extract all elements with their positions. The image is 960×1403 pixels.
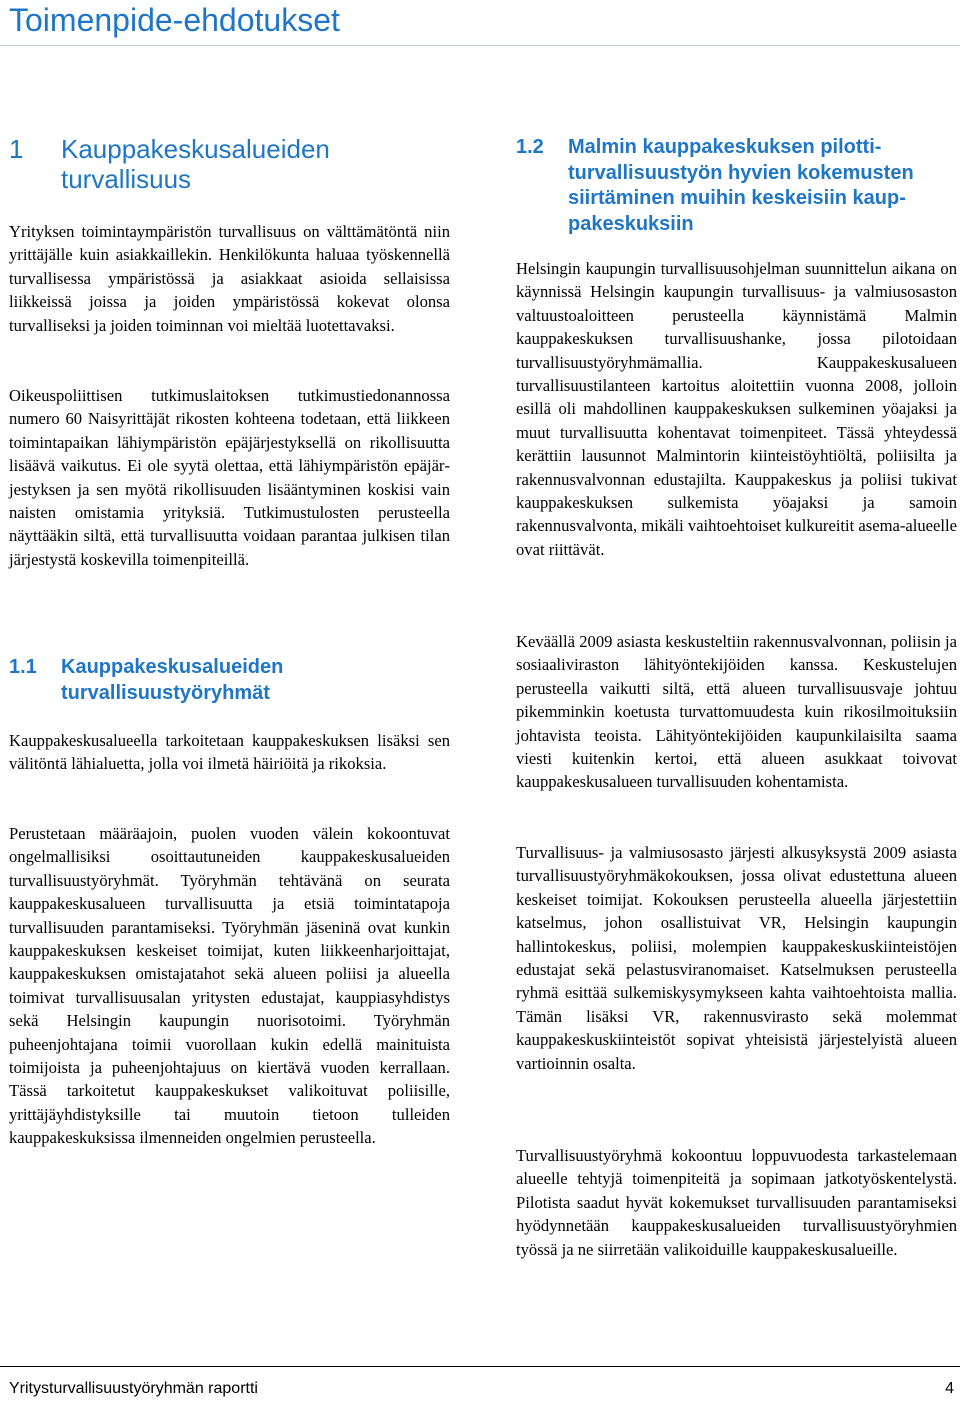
section-1-2-paragraph-1: Helsingin kaupungin turvallisuusohjelman suunnittelun aikana on käynnissä Helsingin kaupungin turvallisuus- ja valmiusosaston valtuustoaloitteen perusteella käynnistämä Malmin kauppakeskuksen turvallisuushanke, jossa pilotoidaan turvallisuustyöryhmämallia. Kauppakeskusalueen turvallisuustilanteen kartoitus aloitettiin vuonna 2008, jolloin esillä oli mahdollinen kauppakeskuksen sulkeminen yöajaksi ja muut turvallisuutta kohentavat toimenpiteet. Tässä yhteydessä kerättiin lausunnot Malmintorin kiinteistöyhtiöltä, poliisilta ja rakennusvalvonnan edustajilta. Kauppakeskus ja poliisi tukivat kauppakeskuksen sulkemista yöajaksi ja samoin rakennusvalvonta, mikäli vaihtoehtoiset kulkureitit asema-alueelle ovat riittävät. [516,259,957,559]
section-1-2-paragraph-4: Turvallisuustyöryhmä kokoontuu loppuvuodesta tarkastelemaan alueelle tehtyjä toimenpiteitä ja sopimaan jatkotyöskentelystä. Pilotista saadut hyvät kokemukset turvallisuuden parantamiseksi hyödynnetään kauppakeskusalueiden turvallisuustyöryhmien työssä ja ne siirretään valikoiduille kauppakeskusalueille. [516,1146,957,1259]
section-1-2-title: Malmin kauppakeskuksen pilottiturvallisuustyön hyvien kokemusten siirtäminen muihin keskeisiin kauppakeskuksiin [568,136,914,235]
section-1-2-paragraph-3: Turvallisuus- ja valmiusosasto järjesti alkusyksystä 2009 asiasta turvallisuustyöryhmäkokouksen, jossa olivat edustettuna alueen keskeiset toimijat. Kokouksen perusteella alueella järjestettiin katselmus, johon osallistuivat VR, Helsingin kaupungin hallintokeskus, poliisi, molempien kauppakeskuskiinteistöjen edustajat sekä pelastusviranomaiset. Katselmuksen perusteella ryhmä esittää sulkemiskysymykseen kahta vaihtoehtoista mallia. Tämän lisäksi VR, rakennusvirasto sekä molemmat kauppakeskuskiinteistöt sopivat yhteisistä järjestelyistä alueen vartioinnin osalta. [516,843,957,1073]
footer-page-number: 4 [945,1380,954,1397]
section-1-1-number: 1.1 [9,656,37,678]
section-1-2-number: 1.2 [516,136,544,158]
page-title: Toimenpide-ehdotukset [9,2,340,38]
section-1-1-heading [9,655,450,706]
section-1-1-title: Kauppakeskusalueiden turvallisuustyöryhmät [61,656,284,704]
section-1-1-paragraph-2: Perustetaan määräajoin, puolen vuoden välein kokoontuvat ongelmallisiksi osoittautuneiden kauppakeskusalueiden turvallisuustyöryhmät. Työryhmän tehtävänä on seurata kauppakeskusalueen turvallisuutta ja etsiä toimintatapoja turvallisuuden parantamiseksi. Työryhmän jäseninä ovat kunkin kauppakeskuksen keskeiset toimijat, kuten liikkeenharjoittajat, kauppakeskuksen omistajatahot sekä alueen poliisi ja alueella toimivat turvallisuusalan yritysten edustajat, kauppiasyhdistys sekä Helsingin kaupungin nuorisotoimi. Työryhmän puheenjohtajana toimii vuorollaan kukin edellä mainituista toimijoista ja puheenjohtajuus on kiertävä vuoden kerrallaan. Tässä tarkoitetut kauppakeskukset valikoituvat poliisille, yrittäjäyhdistyksille tai muutoin tietoon tulleiden kauppakeskuksissa ilmenneiden ongelmien perusteella. [9,824,450,1148]
section-1-heading [9,134,450,194]
section-1-1-paragraph-1: Kauppakeskusalueella tarkoitetaan kauppakeskuksen lisäksi sen välitöntä lähialuetta, jolla voi ilmetä häiriöitä ja rikoksia. [9,731,450,774]
title-divider [0,45,960,46]
section-1-2-heading [516,135,957,237]
section-1-paragraph-1: Yrityksen toimintaympäristön turvallisuus on välttämätöntä niin yrittäjälle kuin asiakkaillekin. Henkilökunta haluaa työskennellä turvallisessa ympäristössä ja asiakkaat asioida sellaisissa liikkeissä joissa ja joiden ympäristössä kokevat olonsa turvalliseksi ja joiden toiminnan voi mieltää luotettavaksi. [9,222,450,335]
section-1-number: 1 [9,134,24,164]
footer-divider [0,1366,960,1367]
footer-report-title: Yritysturvallisuustyöryhmän raportti [9,1380,258,1397]
section-1-2-paragraph-2: Keväällä 2009 asiasta keskusteltiin rakennusvalvonnan, poliisin ja sosiaaliviraston lähityöntekijöiden kanssa. Keskustelujen perusteella vaikutti siltä, että alueen turvallisuusvaje johtuu pikemminkin koetusta turvattomuudesta kuin rikosilmoituksiin johtavista teoista. Lähityöntekijöiden kaupunkilaisilta saama viesti kuitenkin kertoi, että alueen asukkaat toivovat kauppakeskusalueen turvallisuuden kohentamista. [516,632,957,792]
section-1-paragraph-2: Oikeuspoliittisen tutkimuslaitoksen tutkimustiedonannossa numero 60 Naisyrittäjät rikosten kohteena todetaan, että liikkeen toimintapaikan lähiympäristön epäjärjestyksellä on rikollisuutta lisäävä vaikutus. Ei ole syytä olettaa, että lähiympäristön epäjärjestyksen ja sen myötä rikollisuuden lisääntyminen koskisi vain naisten omistamia yrityksiä. Tutkimustulosten perusteella näyttääkin siltä, että turvallisuutta voidaan parantaa julkisen tilan järjestystä koskevilla toimenpiteillä. [9,386,450,569]
section-1-title: Kauppakeskusalueiden turvallisuus [61,134,330,194]
